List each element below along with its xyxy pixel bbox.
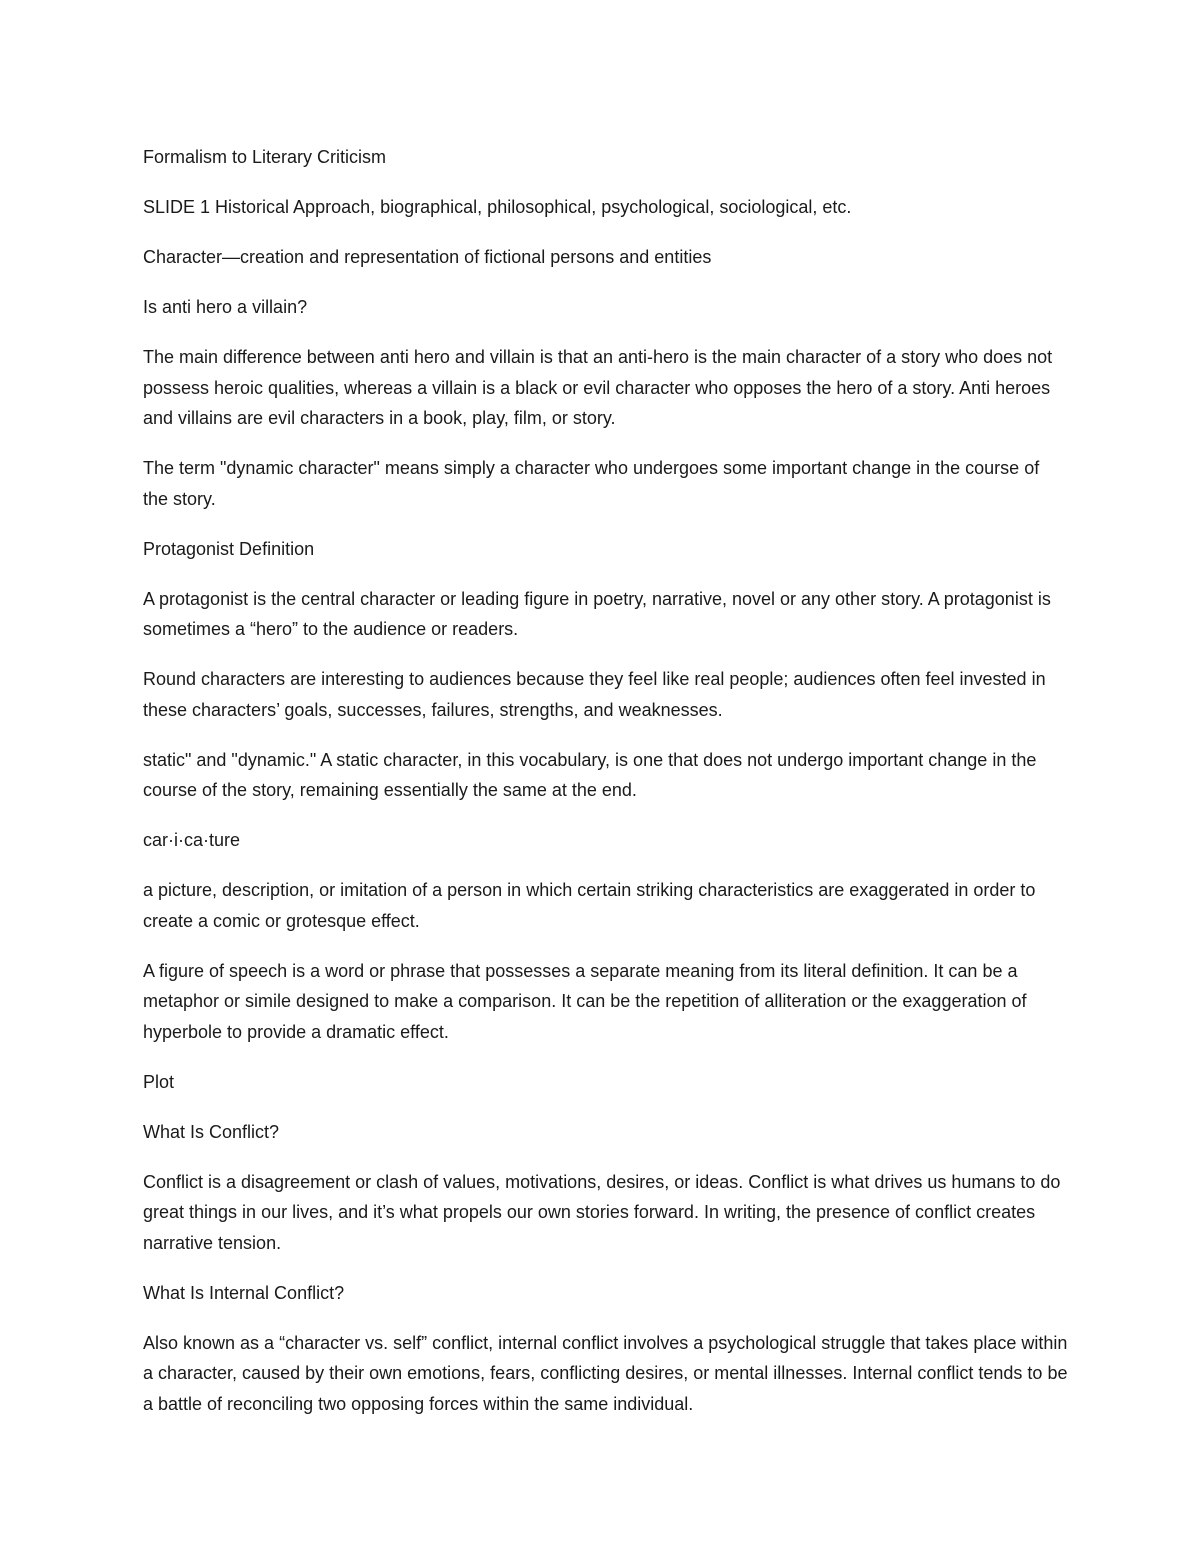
- document-body: [143, 142, 1068, 1439]
- paragraph-dynamic-character: The term "dynamic character" means simply a character who undergoes some important change in the course of the story.: [143, 458, 1040, 509]
- paragraph-conflict: Conflict is a disagreement or clash of values, motivations, desires, or ideas. Conflict is what drives us humans to do great things in our lives, and it’s what propels our own stories forward. In writing, the presence of conflict creates narrative tension.: [143, 1171, 1061, 1253]
- heading-caricature: car·i·ca·ture: [143, 830, 241, 850]
- heading-what-is-conflict: What Is Conflict?: [143, 1121, 280, 1142]
- paragraph-caricature-definition: a picture, description, or imitation of a person in which certain striking characteristics are exaggerated in order to create a comic or grotesque effect.: [143, 880, 1036, 931]
- heading-plot: Plot: [143, 1071, 175, 1092]
- paragraph-round-characters: Round characters are interesting to audiences because they feel like real people; audiences often feel invested in these characters’ goals, successes, failures, strengths, and weaknesses.: [143, 669, 1046, 720]
- paragraph-figure-of-speech: A figure of speech is a word or phrase that possesses a separate meaning from its literal definition. It can be a metaphor or simile designed to make a comparison. It can be the repetition of alliteration or the exaggeration of hyperbole to provide a dramatic effect.: [143, 960, 1027, 1042]
- paragraph-slide-1: SLIDE 1 Historical Approach, biographical, philosophical, psychological, sociological, etc.: [143, 197, 852, 217]
- heading-anti-hero-question: Is anti hero a villain?: [143, 297, 308, 317]
- document-title: Formalism to Literary Criticism: [143, 147, 387, 167]
- paragraph-anti-hero-vs-villain: The main difference between anti hero and villain is that an anti-hero is the main character of a story who does not possess heroic qualities, whereas a villain is a black or evil character who opposes the hero of a story. Anti heroes and villains are evil characters in a book, play, film, or story.: [143, 347, 1053, 428]
- paragraph-protagonist: A protagonist is the central character or leading figure in poetry, narrative, novel or any other story. A protagonist is sometimes a “hero” to the audience or readers.: [143, 588, 1051, 639]
- paragraph-internal-conflict: Also known as a “character vs. self” conflict, internal conflict involves a psychological struggle that takes place within a character, caused by their own emotions, fears, conflicting desires, or mental illnesses. Internal conflict tends to be a battle of reconciling two opposing forces within the same individual.: [143, 1332, 1068, 1414]
- heading-internal-conflict: What Is Internal Conflict?: [143, 1282, 345, 1303]
- heading-protagonist-definition: Protagonist Definition: [143, 538, 315, 559]
- paragraph-character-definition: Character—creation and representation of fictional persons and entities: [143, 247, 712, 267]
- paragraph-static-dynamic: static" and "dynamic." A static character, in this vocabulary, is one that does not undergo important change in the course of the story, remaining essentially the same at the end.: [143, 749, 1037, 800]
